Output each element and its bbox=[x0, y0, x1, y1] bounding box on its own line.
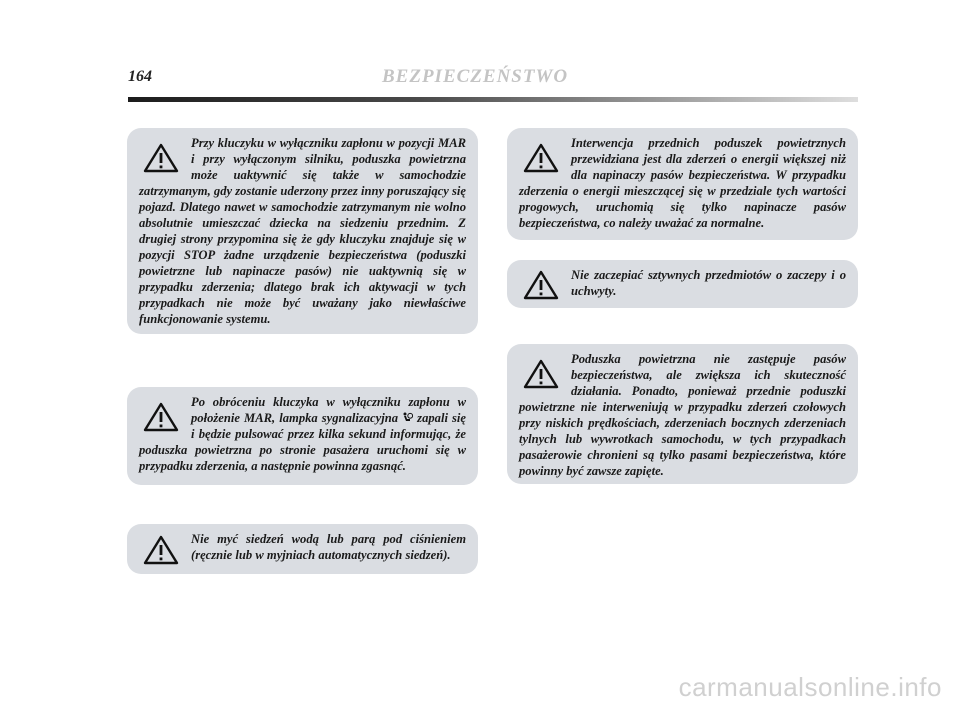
warning-box-warning-lamp bbox=[127, 387, 478, 485]
warning-text-after-symbol: zapali się i będzie pulsować przez kilka sekund informując, że poduszka powietrzna po stronie pasażera uruchomi się w przypadku zderzenia, a następnie powinna zgasnąć. bbox=[139, 411, 467, 473]
warning-box-airbag-not-replacement bbox=[507, 344, 858, 484]
warning-text-before-symbol: Po obróceniu kluczyka w wyłączniku zapłonu w położenie MAR, lampka sygnalizacyjna bbox=[191, 395, 466, 425]
warning-text: Nie zaczepiać sztywnych przedmiotów o zaczepy i o uchwyty. bbox=[571, 268, 846, 298]
warning-text: Nie myć siedzeń wodą lub parą pod ciśnieniem (ręcznie lub w myjniach automatycznych siedzeń). bbox=[191, 532, 466, 562]
warning-triangle-icon bbox=[523, 359, 559, 389]
section-title: BEZPIECZEŃSTWO bbox=[382, 66, 569, 87]
warning-box-airbag-threshold bbox=[507, 128, 858, 240]
warning-triangle-icon bbox=[143, 535, 179, 565]
warning-box-rigid-objects bbox=[507, 260, 858, 308]
warning-triangle-icon bbox=[523, 143, 559, 173]
warning-triangle-icon bbox=[143, 143, 179, 173]
warning-triangle-icon bbox=[523, 270, 559, 300]
warning-box-seat-washing bbox=[127, 524, 478, 574]
airbag-warning-lamp-icon bbox=[402, 412, 413, 423]
page-number: 164 bbox=[128, 68, 152, 85]
warning-text: Przy kluczyku w wyłączniku zapłonu w pozycji MAR i przy wyłączonym silniku, poduszka powietrzna może uaktywnić się także w samochodzie zatrzymanym, gdy zostanie uderzony przez inny poruszający się pojazd. Dlatego nawet w samochodzie zatrzymanym nie wolno absolutnie umieszczać dziecka na siedzeniu przednim. Z drugiej strony przypomina się że gdy kluczyku znajduje się w pozycji STOP żadne urządzenie bezpieczeństwa (poduszki powietrzne lub napinacze pasów) nie uaktywnią się w przypadku zderzenia; dlatego brak ich aktywacji w tych przypadkach nie może być uważany jako niewłaściwe funkcjonowanie systemu. bbox=[139, 136, 466, 326]
watermark: carmanualsonline.info bbox=[678, 672, 942, 702]
header-rule bbox=[128, 97, 858, 102]
warning-text: Interwencja przednich poduszek powietrznych przewidziana jest dla zderzeń o energii większej niż dla napinaczy pasów bezpieczeństwa. W przypadku zderzenia o energii mieszczącej się w przedziale tych wartości progowych, uruchomią się tylko napinacze pasów bezpieczeństwa, co należy uważać za normalne. bbox=[519, 136, 846, 230]
warning-triangle-icon bbox=[143, 402, 179, 432]
warning-text bbox=[139, 394, 466, 474]
warning-text: Poduszka powietrzna nie zastępuje pasów bezpieczeństwa, ale zwiększa ich skuteczność działania. Ponadto, ponieważ przednie poduszki powietrzne nie interweniują w przypadku zderzeń czołowych przy niskich prędkościach, zderzeniach bocznych zderzeniach tylnych lub wywrotkach samochodu, w tych przypadkach pasażerowie chronieni są tylko pasami bezpieczeństwa, które powinny być zawsze zapięte. bbox=[519, 352, 846, 478]
warning-box-airbag-stationary bbox=[127, 128, 478, 334]
